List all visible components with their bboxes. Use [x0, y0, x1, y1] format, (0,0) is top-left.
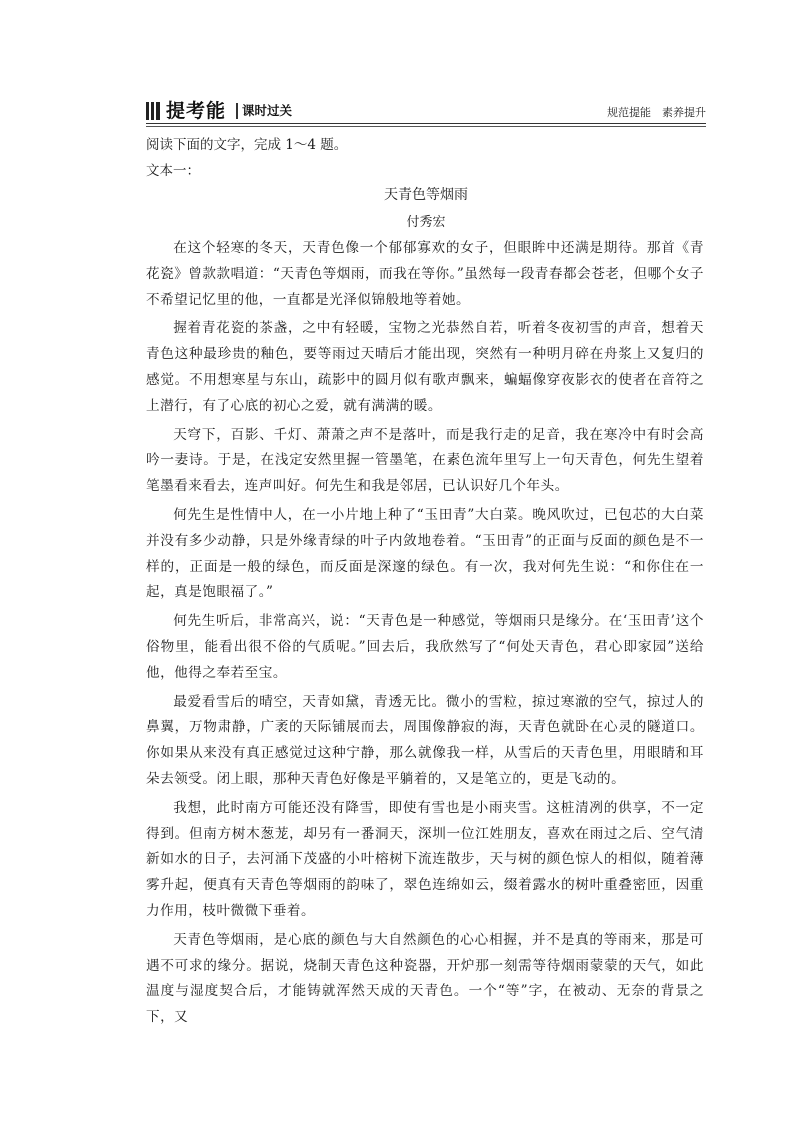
header-separator: [236, 103, 238, 119]
paragraph: 我想，此时南方可能还没有降雪，即使有雪也是小雨夹雪。这桩清冽的供享，不一定得到。但南方树木葱茏，却另有一番洞天，深圳一位江姓朋友，喜欢在雨过之后、空气清新如水的日子，去河涌下茂盛的小叶榕树下流连散步，天与树的颜色惊人的相似，随着薄雾升起，便真有天青色等烟雨的韵味了，翠色连绵如云，缀着露水的树叶重叠密匝，因重力作用，枝叶微微下垂着。: [146, 799, 704, 919]
header-title: 提考能: [166, 100, 227, 122]
paragraph: 何先生听后，非常高兴，说：“天青色是一种感觉，等烟雨只是缘分。在‘玉田青’这个俗物里，能看出很不俗的气质呢。”回去后，我欣然写了“何处天青色，君心即家园”送给他，他得之奉若至宝。: [146, 613, 704, 681]
article-author: 付秀宏: [406, 215, 446, 230]
page-header: [146, 100, 706, 122]
article-body: [146, 236, 704, 1034]
paragraph: 何先生是性情中人，在一小片地上种了“玉田青”大白菜。晚风吹过，已包芯的大白菜并没有多少动静，只是外缘青绿的叶子内敛地卷着。“玉田青”的正面与反面的颜色是不一样的，正面是一般的绿色，而反面是深邃的绿色。有一次，我对何先生说：“和你住在一起，真是饱眼福了。”: [146, 506, 704, 601]
header-right-label: 规范提能 素养提升: [607, 106, 706, 119]
header-rule-thin: [146, 126, 706, 127]
header-rule: [146, 123, 706, 124]
instruction-text: 阅读下面的文字，完成 1～4 题。: [146, 137, 348, 153]
header-subtitle: 课时过关: [242, 103, 293, 118]
paragraph: 最爱看雪后的晴空，天青如黛，青透无比。微小的雪粒，掠过寒澈的空气，掠过人的鼻翼，万物肃静，广袤的天际铺展而去，周围像静寂的海，天青色就卧在心灵的隧道口。你如果从来没有真正感觉过这种宁静，那么就像我一样，从雪后的天青色里，用眼睛和耳朵去领受。闭上眼，那种天青色好像是平躺着的，又是笔立的，更是飞动的。: [146, 693, 704, 787]
paragraph: 在这个轻寒的冬天，天青色像一个郁郁寡欢的女子，但眼眸中还满是期待。那首《青花瓷》曾款款唱道：“天青色等烟雨，而我在等你。”虽然每一段青春都会苍老，但哪个女子不希望记忆里的他，一直都是光泽似锦般地等着她。: [146, 240, 704, 308]
text-label: 文本一：: [146, 163, 200, 179]
article-title: 天青色等烟雨: [384, 187, 468, 203]
paragraph: 握着青花瓷的茶盏，之中有轻暖，宝物之光恭然自若，听着冬夜初雪的声音，想着天青色这种最珍贵的釉色，要等雨过天晴后才能出现，突然有一种明月碎在舟浆上又复归的感觉。不用想寒星与东山，疏影中的圆月似有歌声飘来，蝙蝠像穿夜影衣的使者在音符之上潜行，有了心底的初心之爱，就有满满的暖。: [146, 320, 704, 414]
paragraph: 天青色等烟雨，是心底的颜色与大自然颜色的心心相握，并不是真的等雨来，那是可遇不可求的缘分。据说，烧制天青色这种瓷器，开炉那一刻需等待烟雨蒙蒙的天气，如此温度与湿度契合后，才能铸就浑然天成的天青色。一个“等”字，在被动、无奈的背景之下，又: [146, 931, 704, 1026]
header-bars-icon: [146, 102, 162, 120]
paragraph: 天穹下，百影、千灯、萧萧之声不是落叶，而是我行走的足音，我在寒冷中有时会高吟一妻诗。于是，在浅定安然里握一管墨笔，在素色流年里写上一句天青色，何先生望着笔墨看来看去，连声叫好。何先生和我是邻居，已认识好几个年头。: [146, 426, 704, 495]
